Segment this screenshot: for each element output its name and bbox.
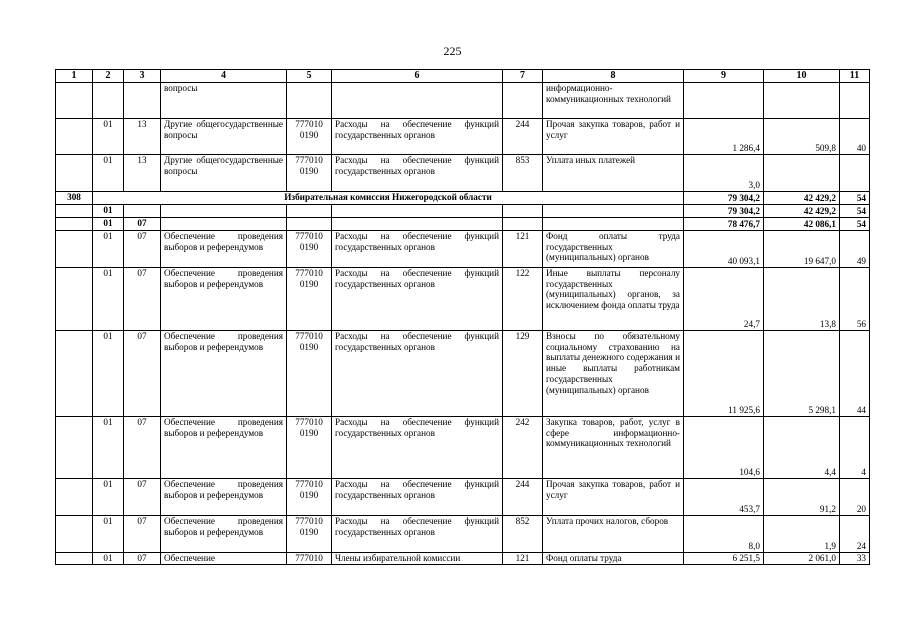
cell-col-5: 777010 0190	[287, 155, 332, 192]
cell-col-5: 777010 0190	[287, 516, 332, 553]
column-header-11: 11	[840, 70, 870, 83]
column-header-6: 6	[332, 70, 503, 83]
cell-col-6: Расходы на обеспечение функций государственных органов	[332, 155, 503, 192]
cell-col-4: Обеспечение проведения выборов и референдумов	[161, 268, 287, 331]
cell-col-10: 19 647,0	[764, 231, 840, 268]
cell-col-10: 42 429,2	[764, 205, 840, 218]
cell-col-11: 44	[840, 331, 870, 417]
cell-col-11: 56	[840, 268, 870, 331]
cell-col-11: 54	[840, 218, 870, 231]
cell-col-7: 122	[503, 268, 543, 331]
cell-col-9: 8,0	[684, 516, 764, 553]
organization-title: Избирательная комиссия Нижегородской области	[93, 192, 684, 205]
cell-col-11: 54	[840, 192, 870, 205]
cell-col-9: 78 476,7	[684, 218, 764, 231]
cell-col-9: 79 304,2	[684, 205, 764, 218]
cell-col-8: информационно-коммуникационных технологий	[543, 83, 684, 119]
cell-col-11	[840, 83, 870, 119]
cell-col-4: Обеспечение	[161, 553, 287, 565]
cell-col-8: Уплата прочих налогов, сборов	[543, 516, 684, 553]
table-row	[56, 119, 870, 155]
cell-col-7	[503, 83, 543, 119]
cell-col-10: 91,2	[764, 479, 840, 516]
table-row	[56, 417, 870, 479]
subtotal-row	[56, 205, 870, 218]
cell-col-6: Члены избирательной комиссии	[332, 553, 503, 565]
cell-col-6	[332, 218, 503, 231]
cell-col-6: Расходы на обеспечение функций государственных органов	[332, 119, 503, 155]
cell-col-4: Обеспечение проведения выборов и референдумов	[161, 331, 287, 417]
cell-col-4	[161, 218, 287, 231]
cell-col-1	[56, 553, 93, 565]
cell-col-10: 13,8	[764, 268, 840, 331]
column-header-7: 7	[503, 70, 543, 83]
cell-col-3: 07	[124, 516, 161, 553]
column-header-3: 3	[124, 70, 161, 83]
cell-col-8: Взносы по обязательному социальному страхованию на выплаты денежного содержания и иные выплаты работникам государственных (муниципальных) органов	[543, 331, 684, 417]
cell-col-5: 777010 0190	[287, 119, 332, 155]
table-row	[56, 331, 870, 417]
cell-col-2: 01	[93, 155, 124, 192]
cell-col-10	[764, 83, 840, 119]
cell-col-11: 33	[840, 553, 870, 565]
cell-col-3: 07	[124, 231, 161, 268]
cell-col-7: 121	[503, 553, 543, 565]
cell-col-1	[56, 268, 93, 331]
cell-col-11: 40	[840, 119, 870, 155]
cell-col-2: 01	[93, 205, 124, 218]
cell-col-9	[684, 83, 764, 119]
cell-col-7	[503, 205, 543, 218]
column-header-10: 10	[764, 70, 840, 83]
cell-col-2: 01	[93, 218, 124, 231]
cell-col-9: 24,7	[684, 268, 764, 331]
cell-col-10: 509,8	[764, 119, 840, 155]
cell-col-11: 54	[840, 205, 870, 218]
cell-col-1	[56, 83, 93, 119]
cell-col-7: 121	[503, 231, 543, 268]
cell-col-11: 4	[840, 417, 870, 479]
cell-col-1	[56, 119, 93, 155]
cell-col-10: 42 429,2	[764, 192, 840, 205]
cell-col-5: 777010 0190	[287, 268, 332, 331]
cell-col-11: 49	[840, 231, 870, 268]
cell-col-3: 07	[124, 553, 161, 565]
cell-col-1	[56, 417, 93, 479]
cell-col-3	[124, 205, 161, 218]
cell-col-2	[93, 83, 124, 119]
cell-col-9: 104,6	[684, 417, 764, 479]
cell-col-4: Обеспечение проведения выборов и референдумов	[161, 417, 287, 479]
cell-col-2: 01	[93, 417, 124, 479]
cell-col-8: Фонд оплаты труда государственных (муниципальных) органов	[543, 231, 684, 268]
cell-col-4: Другие общегосударственные вопросы	[161, 155, 287, 192]
cell-col-9: 6 251,5	[684, 553, 764, 565]
cell-col-9: 40 093,1	[684, 231, 764, 268]
cell-col-9: 3,0	[684, 155, 764, 192]
cell-col-6: Расходы на обеспечение функций государственных органов	[332, 268, 503, 331]
cell-col-8: Иные выплаты персоналу государственных (муниципальных) органов, за исключением фонда оплаты труда	[543, 268, 684, 331]
cell-col-9: 453,7	[684, 479, 764, 516]
table-row	[56, 516, 870, 553]
cell-col-9: 79 304,2	[684, 192, 764, 205]
table-row	[56, 479, 870, 516]
cell-col-5: 777010 0190	[287, 331, 332, 417]
cell-col-4: Другие общегосударственные вопросы	[161, 119, 287, 155]
column-header-4: 4	[161, 70, 287, 83]
cell-col-5	[287, 218, 332, 231]
cell-col-9: 11 925,6	[684, 331, 764, 417]
cell-col-9: 1 286,4	[684, 119, 764, 155]
table-row	[56, 83, 870, 119]
cell-col-1: 308	[56, 192, 93, 205]
cell-col-4: Обеспечение проведения выборов и референдумов	[161, 516, 287, 553]
cell-col-3: 07	[124, 417, 161, 479]
cell-col-3	[124, 83, 161, 119]
cell-col-3: 07	[124, 218, 161, 231]
cell-col-8	[543, 218, 684, 231]
cell-col-1	[56, 218, 93, 231]
cell-col-6	[332, 83, 503, 119]
cell-col-2: 01	[93, 231, 124, 268]
cell-col-2: 01	[93, 516, 124, 553]
cell-col-10: 2 061,0	[764, 553, 840, 565]
table-row	[56, 268, 870, 331]
cell-col-2: 01	[93, 268, 124, 331]
cell-col-5	[287, 83, 332, 119]
cell-col-10: 5 298,1	[764, 331, 840, 417]
subtotal-row	[56, 218, 870, 231]
cell-col-10: 42 086,1	[764, 218, 840, 231]
cell-col-1	[56, 155, 93, 192]
cell-col-11: 24	[840, 516, 870, 553]
cell-col-7: 244	[503, 119, 543, 155]
table-row	[56, 553, 870, 565]
cell-col-5: 777010 0190	[287, 231, 332, 268]
table-row	[56, 231, 870, 268]
column-header-1: 1	[56, 70, 93, 83]
cell-col-4: Обеспечение проведения выборов и референдумов	[161, 479, 287, 516]
cell-col-8: Прочая закупка товаров, работ и услуг	[543, 119, 684, 155]
cell-col-3: 07	[124, 479, 161, 516]
cell-col-4: вопросы	[161, 83, 287, 119]
column-header-8: 8	[543, 70, 684, 83]
cell-col-3: 07	[124, 331, 161, 417]
cell-col-2: 01	[93, 553, 124, 565]
column-header-9: 9	[684, 70, 764, 83]
cell-col-4	[161, 205, 287, 218]
organization-row	[56, 192, 870, 205]
cell-col-6: Расходы на обеспечение функций государственных органов	[332, 331, 503, 417]
cell-col-1	[56, 479, 93, 516]
table-row	[56, 155, 870, 192]
cell-col-8: Закупка товаров, работ, услуг в сфере информационно-коммуникационных технологий	[543, 417, 684, 479]
cell-col-8	[543, 205, 684, 218]
cell-col-8: Прочая закупка товаров, работ и услуг	[543, 479, 684, 516]
column-header-5: 5	[287, 70, 332, 83]
cell-col-2: 01	[93, 119, 124, 155]
cell-col-3: 13	[124, 119, 161, 155]
cell-col-8: Уплата иных платежей	[543, 155, 684, 192]
cell-col-11: 20	[840, 479, 870, 516]
cell-col-7: 244	[503, 479, 543, 516]
cell-col-6	[332, 205, 503, 218]
cell-col-8: Фонд оплаты труда	[543, 553, 684, 565]
cell-col-1	[56, 205, 93, 218]
cell-col-5: 777010	[287, 553, 332, 565]
cell-col-4: Обеспечение проведения выборов и референдумов	[161, 231, 287, 268]
cell-col-1	[56, 331, 93, 417]
cell-col-2: 01	[93, 331, 124, 417]
cell-col-7	[503, 218, 543, 231]
column-header-2: 2	[93, 70, 124, 83]
cell-col-7: 852	[503, 516, 543, 553]
cell-col-5	[287, 205, 332, 218]
cell-col-3: 13	[124, 155, 161, 192]
cell-col-2: 01	[93, 479, 124, 516]
cell-col-6: Расходы на обеспечение функций государственных органов	[332, 516, 503, 553]
cell-col-6: Расходы на обеспечение функций государственных органов	[332, 479, 503, 516]
cell-col-7: 853	[503, 155, 543, 192]
cell-col-6: Расходы на обеспечение функций государственных органов	[332, 231, 503, 268]
cell-col-5: 777010 0190	[287, 479, 332, 516]
cell-col-10: 4,4	[764, 417, 840, 479]
cell-col-7: 242	[503, 417, 543, 479]
page-number: 225	[443, 44, 462, 58]
cell-col-10: 1,9	[764, 516, 840, 553]
cell-col-1	[56, 516, 93, 553]
cell-col-3: 07	[124, 268, 161, 331]
budget-table	[55, 69, 870, 565]
cell-col-7: 129	[503, 331, 543, 417]
cell-col-10	[764, 155, 840, 192]
cell-col-11	[840, 155, 870, 192]
cell-col-6: Расходы на обеспечение функций государственных органов	[332, 417, 503, 479]
cell-col-1	[56, 231, 93, 268]
header-row	[56, 70, 870, 83]
cell-col-5: 777010 0190	[287, 417, 332, 479]
